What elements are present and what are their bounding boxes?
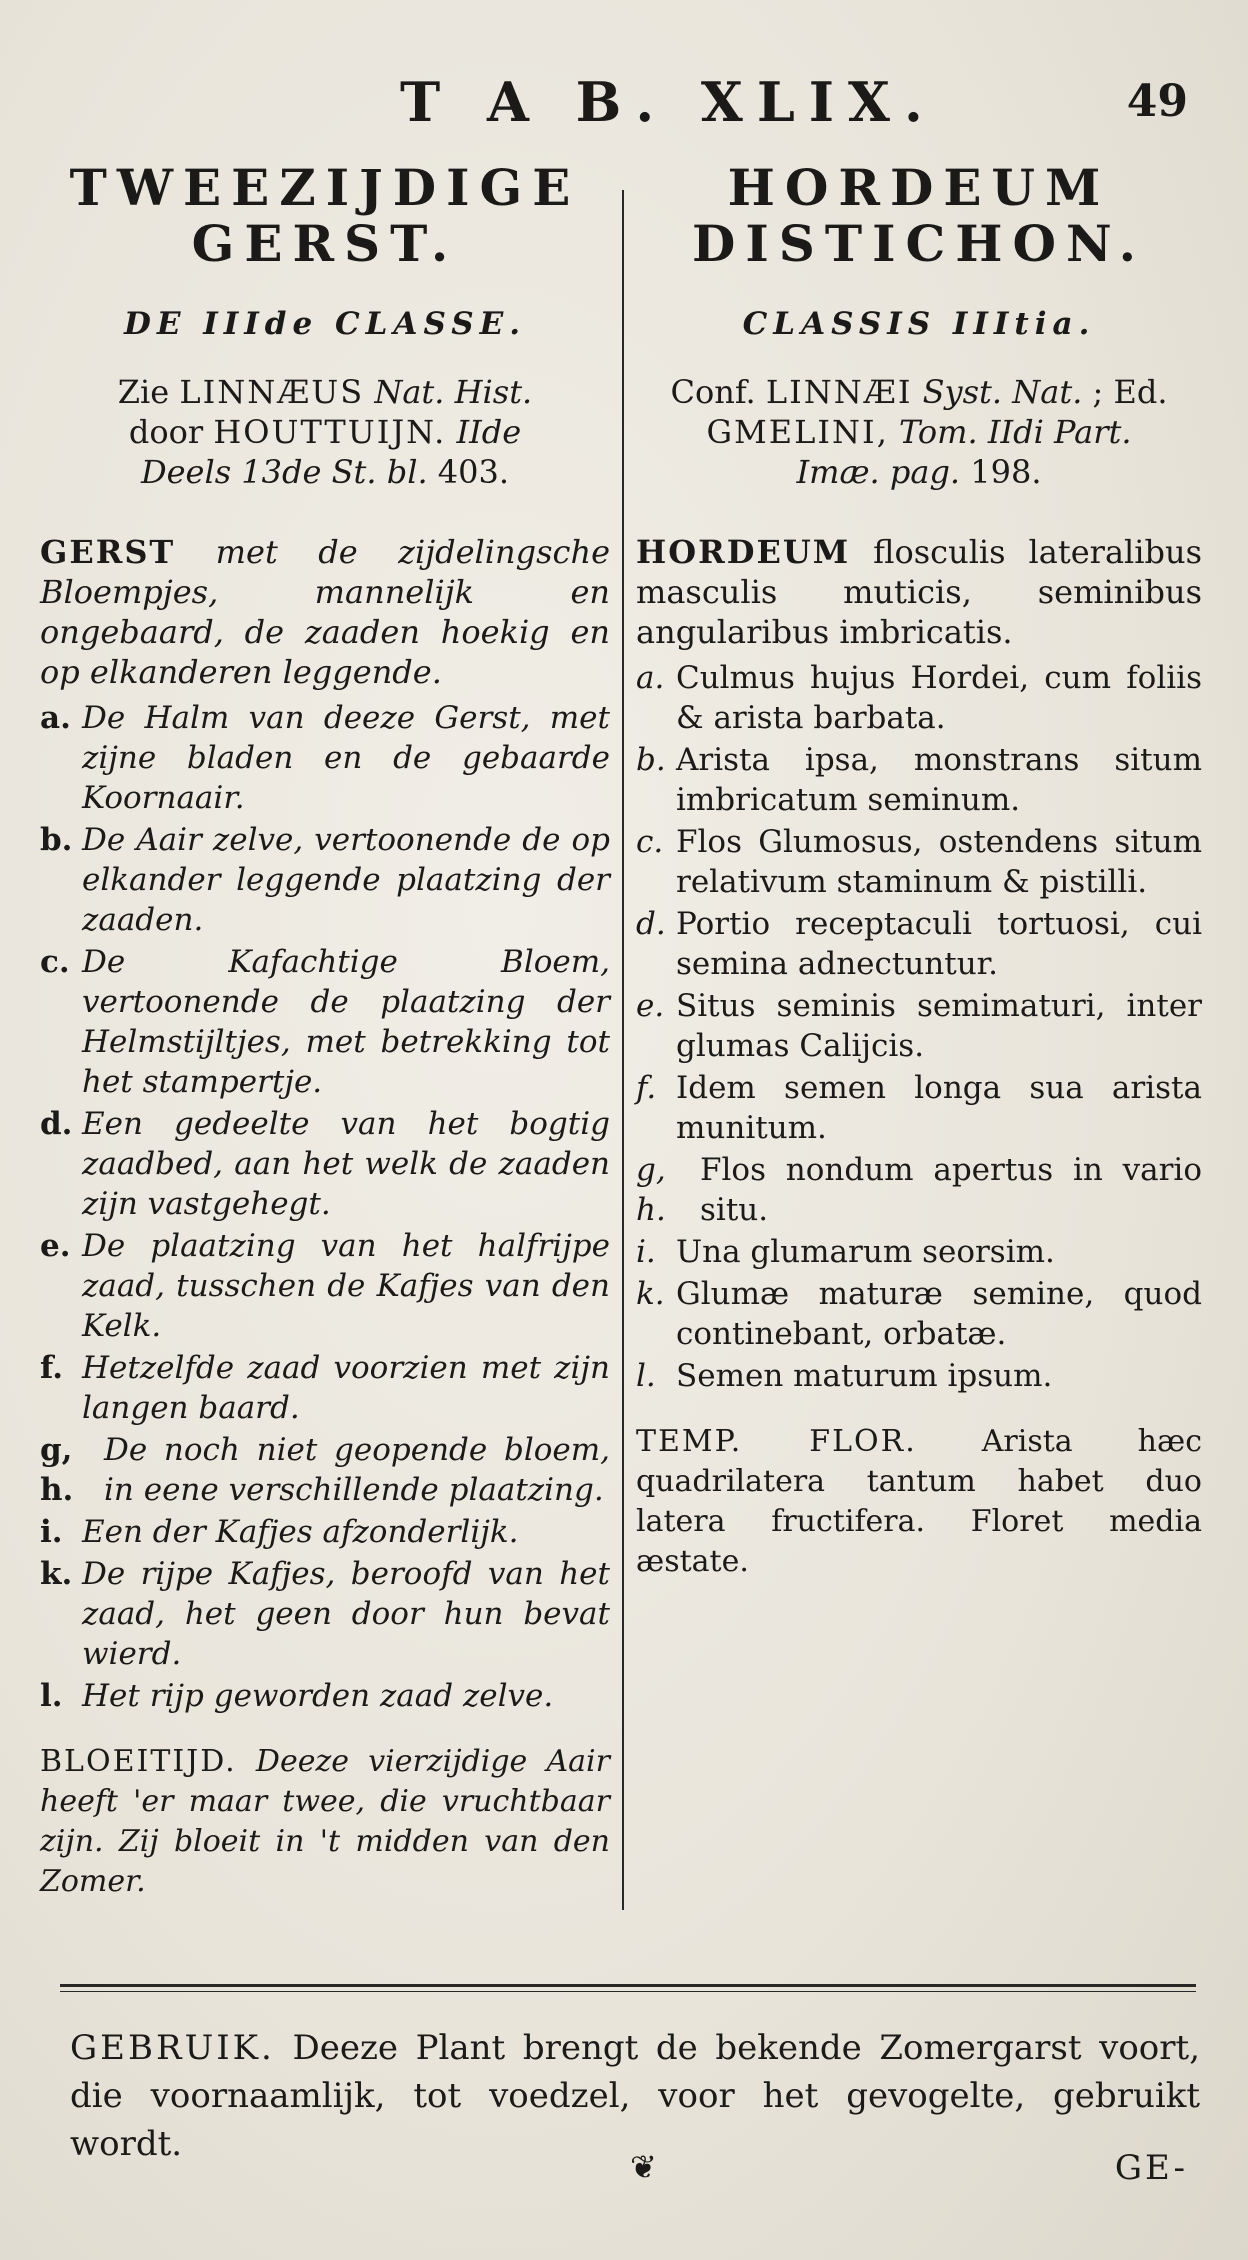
ref-work: Nat. Hist. xyxy=(374,373,533,411)
latin-class-line: CLASSIS IIItia. xyxy=(742,306,1096,342)
footer-rule-thick xyxy=(60,1984,1196,1987)
footer-rule-thin xyxy=(60,1991,1196,1992)
dutch-class-line: DE IIIde CLASSE. xyxy=(123,306,527,342)
catchword: GE- xyxy=(1114,2148,1188,2188)
item-key: b. xyxy=(636,742,666,778)
page-number: 49 xyxy=(1126,76,1188,127)
item-text: Flos Glumosus, ostendens situm relativum staminum & pistilli. xyxy=(676,824,1202,900)
ref-translator: HOUTTUIJN. xyxy=(213,413,447,451)
item-key: c. xyxy=(40,944,70,980)
latin-reference xyxy=(636,372,1202,492)
running-head xyxy=(0,70,1248,134)
dutch-title-line2: GERST. xyxy=(191,214,459,273)
list-item xyxy=(40,820,610,940)
item-key: a. xyxy=(40,700,71,736)
ref-work: Syst. Nat. xyxy=(922,373,1083,411)
ref-edition: ; Ed. xyxy=(1092,373,1168,411)
dutch-title-line1: TWEEZIJDIGE xyxy=(69,158,581,217)
list-item xyxy=(40,1554,610,1674)
desc-lead: HORDEUM xyxy=(636,533,851,571)
dutch-column xyxy=(40,160,610,1902)
plate-title: T A B. XLIX. xyxy=(400,70,937,134)
item-key: k. xyxy=(636,1276,665,1312)
latin-column xyxy=(636,160,1202,1582)
item-key: l. xyxy=(636,1358,656,1394)
item-key: d. xyxy=(636,906,666,942)
item-text: Situs seminis semimaturi, inter glumas Calijcis. xyxy=(676,988,1202,1064)
dutch-description xyxy=(40,532,610,692)
item-text: Een gedeelte van het bogtig zaadbed, aan het welk de zaaden zijn vastgehegt. xyxy=(82,1106,610,1222)
ref-editor: GMELINI, xyxy=(706,413,889,451)
latin-item-list xyxy=(636,658,1202,1396)
item-key: e. xyxy=(636,988,665,1024)
list-item xyxy=(40,1512,610,1552)
item-key: i. xyxy=(40,1514,63,1550)
item-text: Idem semen longa sua arista munitum. xyxy=(676,1070,1202,1146)
item-text: Culmus hujus Hordei, cum foliis & arista barbata. xyxy=(676,660,1202,736)
list-item xyxy=(40,1348,610,1428)
list-item xyxy=(40,1676,610,1716)
ref-pre: Zie xyxy=(117,373,170,411)
item-key: b. xyxy=(40,822,73,858)
ref-volume: Tom. IIdi Part. xyxy=(899,413,1132,451)
dutch-item-list xyxy=(40,698,610,1716)
item-key: c. xyxy=(636,824,664,860)
usage-paragraph xyxy=(70,2024,1200,2168)
item-text: Portio receptaculi tortuosi, cui semina adnectuntur. xyxy=(676,906,1202,982)
ref-author: LINNÆUS xyxy=(179,373,365,411)
list-item xyxy=(636,1274,1202,1354)
item-text: De Kafachtige Bloem, vertoonende de plaatzing der Helmstijltjes, met betrekking tot het stampertje. xyxy=(82,944,610,1100)
item-key: k. xyxy=(40,1556,73,1592)
ref-author: LINNÆI xyxy=(765,373,913,411)
item-key: d. xyxy=(40,1106,73,1142)
desc-text: met de zijdelingsche Bloempjes, mannelijk en ongebaard, de zaaden hoekig en op elkanderen leggende. xyxy=(40,533,610,691)
item-text: De noch niet geopende bloem, in eene verschillende plaatzing. xyxy=(104,1432,610,1508)
item-key: l. xyxy=(40,1678,63,1714)
item-key: e. xyxy=(40,1228,71,1264)
list-item xyxy=(40,1430,610,1510)
item-key: f. xyxy=(636,1070,657,1106)
list-item xyxy=(636,1356,1202,1396)
list-item xyxy=(636,1232,1202,1272)
item-text: Arista ipsa, monstrans situm imbricatum seminum. xyxy=(676,742,1202,818)
flowering-label: BLOEITIJD. xyxy=(40,1744,237,1779)
item-text: Una glumarum seorsim. xyxy=(676,1234,1055,1270)
item-key: a. xyxy=(636,660,665,696)
item-key: g, h. xyxy=(40,1432,74,1508)
ref-page: 198. xyxy=(970,453,1042,491)
usage-text: Deeze Plant brengt de bekende Zomergarst voort, die voornaamlijk, tot voedzel, voor het gevogelte, gebruikt wordt. xyxy=(70,2028,1201,2164)
latin-description xyxy=(636,532,1202,652)
ref-pre: Conf. xyxy=(670,373,756,411)
list-item xyxy=(40,1226,610,1346)
list-item xyxy=(636,904,1202,984)
list-item xyxy=(636,822,1202,902)
flowering-text: Deeze vierzijdige Aair heeft 'er maar twee, die vruchtbaar zijn. Zij bloeit in 't midden van den Zomer. xyxy=(40,1744,610,1899)
dutch-reference xyxy=(40,372,610,492)
latin-flowering-time xyxy=(636,1422,1202,1582)
item-text: De Halm van deeze Gerst, met zijne bladen en de gebaarde Koornaair. xyxy=(82,700,610,816)
desc-text: flosculis lateralibus masculis muticis, seminibus angularibus imbricatis. xyxy=(636,533,1202,651)
item-text: Het rijp geworden zaad zelve. xyxy=(82,1678,554,1714)
list-item xyxy=(636,1068,1202,1148)
ref-volume: IIde xyxy=(456,413,522,451)
ornament-icon: ❦ xyxy=(630,2148,657,2186)
ref-part: Deels 13de St. bl. xyxy=(140,453,428,491)
item-text: De plaatzing van het halfrijpe zaad, tusschen de Kafjes van den Kelk. xyxy=(82,1228,610,1344)
flowering-label: TEMP. FLOR. xyxy=(636,1424,917,1459)
item-key: i. xyxy=(636,1234,656,1270)
list-item xyxy=(636,1150,1202,1230)
list-item xyxy=(40,942,610,1102)
list-item xyxy=(636,658,1202,738)
latin-title-line1: HORDEUM xyxy=(727,158,1111,217)
item-text: Hetzelfde zaad voorzien met zijn langen baard. xyxy=(82,1350,610,1426)
dutch-flowering-time xyxy=(40,1742,610,1902)
ref-part: Imæ. pag. xyxy=(796,453,961,491)
list-item xyxy=(40,698,610,818)
item-key: g, h. xyxy=(636,1152,666,1228)
item-key: f. xyxy=(40,1350,64,1386)
item-text: De rijpe Kafjes, beroofd van het zaad, het geen door hun bevat wierd. xyxy=(82,1556,610,1672)
list-item xyxy=(636,740,1202,820)
ref-door: door xyxy=(128,413,204,451)
item-text: Een der Kafjes afzonderlijk. xyxy=(82,1514,519,1550)
desc-lead: GERST xyxy=(40,533,176,571)
flowering-text: Arista hæc quadrilatera tantum habet duo latera fructifera. Floret media æstate. xyxy=(636,1424,1202,1579)
usage-label: GEBRUIK. xyxy=(70,2028,275,2068)
column-divider xyxy=(622,190,624,1910)
list-item xyxy=(636,986,1202,1066)
item-text: De Aair zelve, vertoonende de op elkander leggende plaatzing der zaaden. xyxy=(82,822,610,938)
list-item xyxy=(40,1104,610,1224)
item-text: Glumæ maturæ semine, quod continebant, orbatæ. xyxy=(676,1276,1202,1352)
item-text: Flos nondum apertus in vario situ. xyxy=(700,1152,1202,1228)
latin-title-line2: DISTICHON. xyxy=(692,214,1146,273)
item-text: Semen maturum ipsum. xyxy=(676,1358,1053,1394)
ref-page: 403. xyxy=(437,453,510,491)
